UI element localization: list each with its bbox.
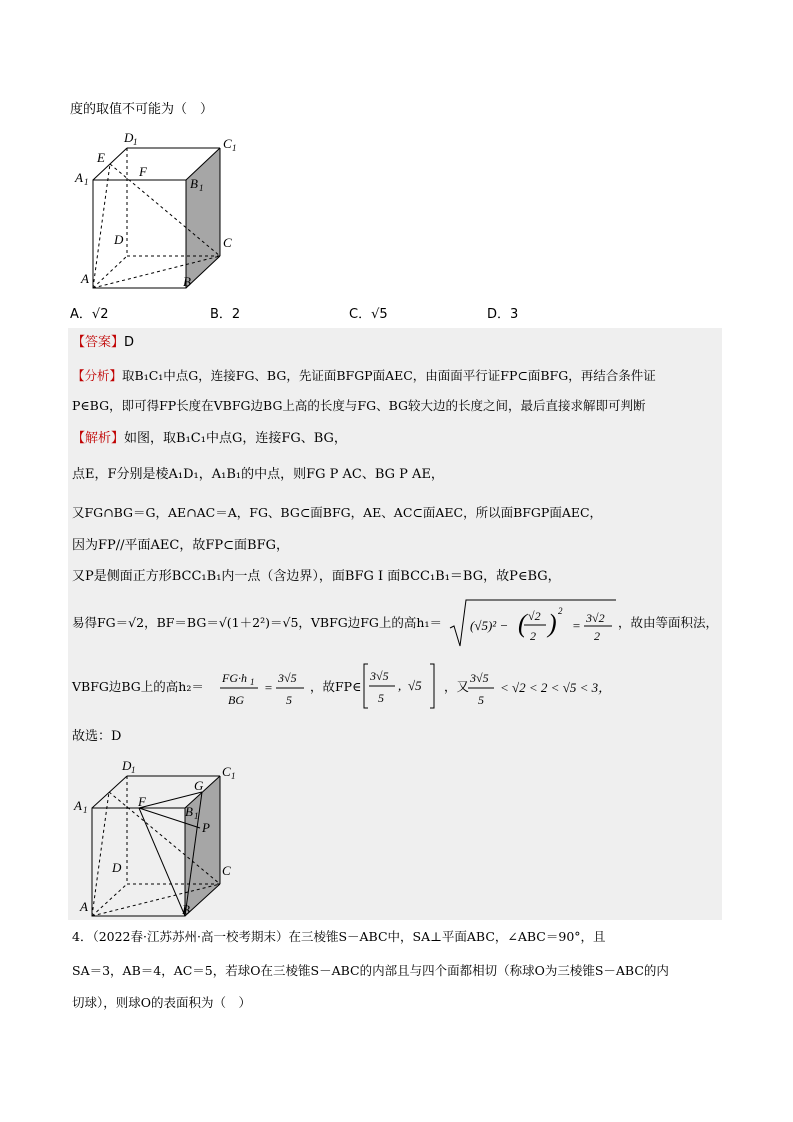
label2-f: F xyxy=(138,794,146,809)
svg-text:1: 1 xyxy=(83,805,88,815)
svg-text:FG·h: FG·h xyxy=(222,671,247,685)
question-stem-tail: 度的取值不可能为（ ） xyxy=(70,102,214,117)
svg-text:(√5)² −: (√5)² − xyxy=(470,618,509,633)
svg-text:1: 1 xyxy=(84,177,89,187)
svg-text:1: 1 xyxy=(250,677,255,687)
svg-text:(: ( xyxy=(518,609,527,638)
svg-text:3√5: 3√5 xyxy=(370,669,389,683)
svg-text:5: 5 xyxy=(478,693,484,707)
question4-line-3: 切球），则球O的表面积为（ ） xyxy=(72,995,251,1010)
svg-text:5: 5 xyxy=(286,693,292,707)
label2-d1: D xyxy=(122,758,132,773)
label2-a1: A xyxy=(74,798,82,813)
label2-b: B xyxy=(182,902,190,917)
svg-text:2: 2 xyxy=(558,606,563,616)
question4-line-1: 4．（2022春·江苏苏州·高一校考期末）在三棱锥S－ABC中，SA⊥平面ABC，∠ABC＝90°，且 xyxy=(72,929,606,944)
svg-text:=: = xyxy=(572,618,581,633)
svg-text:1: 1 xyxy=(231,771,236,781)
height-h1-expression xyxy=(448,598,618,650)
analysis-line-2: P∈BG，即可得FP长度在VBFG边BG上高的长度与FG、BG较大边的长度之间，最后直接求解即可判断 xyxy=(72,398,646,413)
label-c1: C xyxy=(223,136,232,151)
cube-figure-2 xyxy=(72,758,238,918)
inequality-chain xyxy=(466,664,636,712)
label-f: F xyxy=(139,164,147,179)
label-a: A xyxy=(81,271,89,286)
svg-text:BG: BG xyxy=(228,693,244,707)
fp-interval xyxy=(362,660,442,712)
svg-text:< √2 < 2 < √5 < 3，: < √2 < 2 < √5 < 3， xyxy=(500,680,612,695)
label2-d: D xyxy=(112,860,122,875)
solution-line-6a: 易得FG＝√2，BF＝BG＝√(1＋2²)＝√5，VBFG边FG上的高h₁＝ xyxy=(72,615,442,630)
solution-line-2: 点E，F分别是棱A₁D₁，A₁B₁的中点，则FG P AC、BG P AE， xyxy=(72,467,444,482)
svg-text:,: , xyxy=(398,678,402,693)
svg-text:3√5: 3√5 xyxy=(278,671,297,685)
solution-line-6b: ，故由等面积法， xyxy=(618,615,719,630)
svg-text:): ) xyxy=(548,609,557,638)
label-c: C xyxy=(223,235,232,250)
svg-text:1: 1 xyxy=(232,143,237,153)
option-c[interactable]: C．√5 xyxy=(349,307,388,322)
svg-text:1: 1 xyxy=(194,811,199,821)
solution-line-7a: VBFG边BG上的高h₂＝ xyxy=(72,679,204,694)
label2-a: A xyxy=(80,899,88,914)
solution-line-4: 因为FP//平面AEC，故FP⊂面BFG， xyxy=(72,538,289,553)
cube-figure-1 xyxy=(70,130,240,290)
solution-line-1: 【解析】如图，取B₁C₁中点G，连接FG、BG， xyxy=(72,431,347,446)
option-a[interactable]: A．√2 xyxy=(70,307,109,322)
solution-line-5: 又P是侧面正方形BCC₁B₁内一点（含边界），面BFG I 面BCC₁B₁＝BG，故P∈BG， xyxy=(72,569,561,584)
label-d1: D xyxy=(124,130,134,145)
question4-line-2: SA＝3，AB＝4，AC＝5，若球O在三棱锥S－ABC的内部且与四个面都相切（称球O为三棱锥S－ABC的内 xyxy=(72,963,669,978)
svg-text:√2: √2 xyxy=(528,609,541,623)
svg-text:1: 1 xyxy=(199,183,204,193)
svg-text:3√5: 3√5 xyxy=(470,671,489,685)
svg-text:5: 5 xyxy=(378,691,384,705)
label2-p: P xyxy=(202,820,210,835)
label-b: B xyxy=(183,274,191,289)
svg-text:3√2: 3√2 xyxy=(586,611,605,625)
svg-text:1: 1 xyxy=(133,137,138,147)
answer-tag: 【答案】 xyxy=(72,335,125,350)
svg-text:√5: √5 xyxy=(408,678,422,693)
option-d[interactable]: D．3 xyxy=(487,307,519,322)
solution-line-7c: ，又 xyxy=(444,679,470,694)
svg-text:2: 2 xyxy=(530,629,536,643)
label2-c1: C xyxy=(222,764,231,779)
label-b1: B xyxy=(190,176,198,191)
label2-g: G xyxy=(194,778,204,793)
solution-line-7b: ，故FP∈ xyxy=(310,679,362,694)
svg-text:2: 2 xyxy=(594,629,600,643)
label2-b1: B xyxy=(185,804,193,819)
label-d: D xyxy=(114,232,124,247)
solution-line-3: 又FG∩BG＝G，AE∩AC＝A，FG、BG⊂面BFG，AE、AC⊂面AEC，所以面BFGP面AEC， xyxy=(72,505,603,520)
label-e: E xyxy=(97,150,105,165)
label-a1: A xyxy=(75,170,83,185)
analysis-line-1: 【分析】取B₁C₁中点G，连接FG、BG，先证面BFGP面AEC，由面面平行证FP⊂面BFG，再结合条件证 xyxy=(72,368,656,383)
answer-line: 【答案】D xyxy=(72,335,135,350)
option-b[interactable]: B．2 xyxy=(210,307,241,322)
label2-c: C xyxy=(222,863,231,878)
solution-conclusion: 故选：D xyxy=(72,729,122,744)
svg-text:1: 1 xyxy=(131,765,136,775)
svg-text:=: = xyxy=(264,680,273,695)
